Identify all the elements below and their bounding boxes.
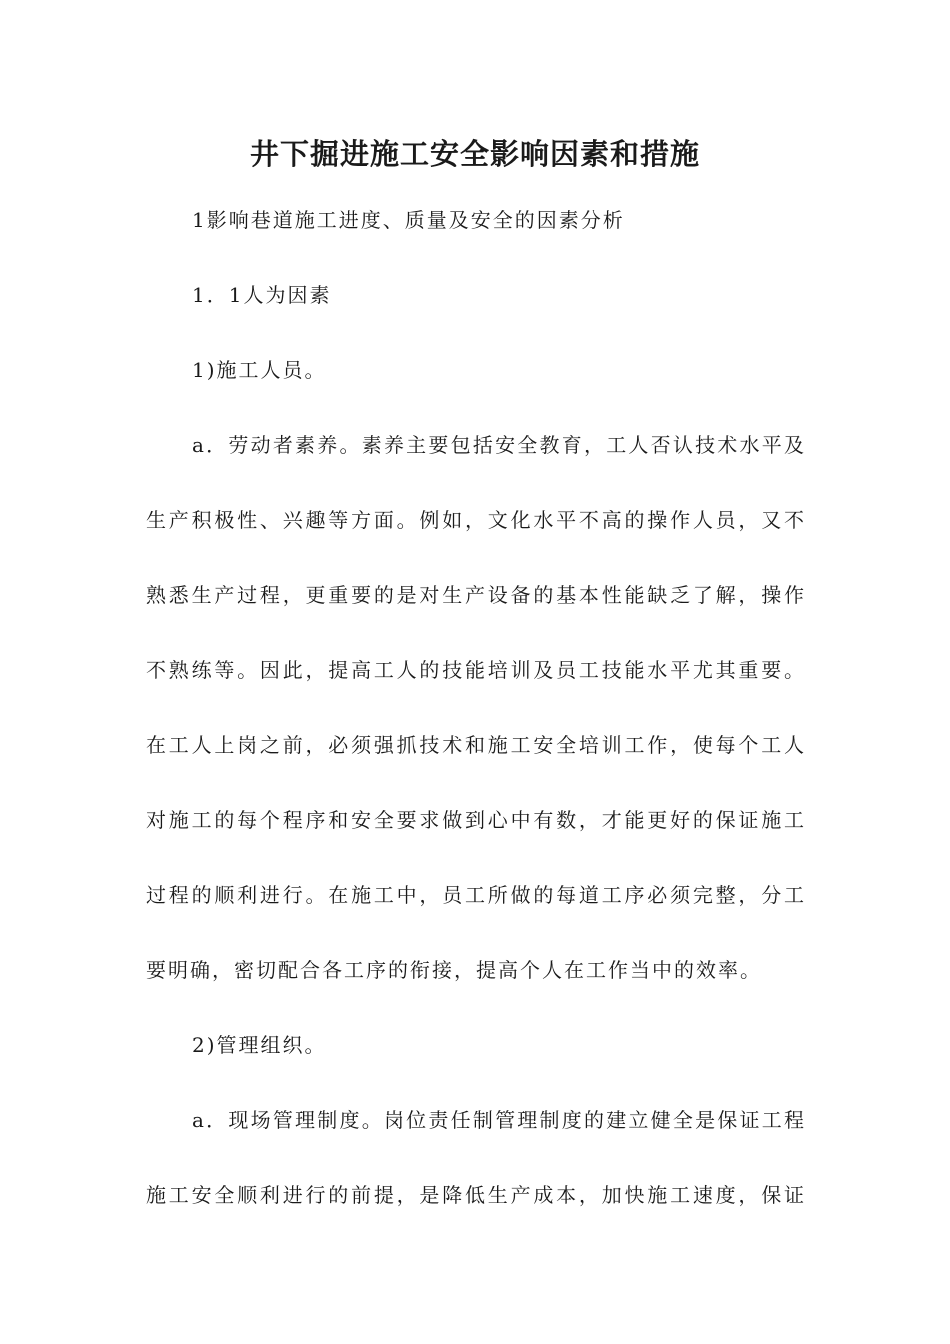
subsection-heading: 1．1人为因素 [192,283,332,307]
paragraph-line: 生产积极性、兴趣等方面。例如，文化水平不高的操作人员，又不 [146,508,806,532]
paragraph-line: 施工安全顺利进行的前提，是降低生产成本，加快施工速度，保证 [146,1183,806,1207]
paragraph-line: a．劳动者素养。素养主要包括安全教育，工人否认技术水平及 [192,433,806,457]
document-title: 井下掘进施工安全影响因素和措施 [249,137,700,171]
paragraph-line: 过程的顺利进行。在施工中，员工所做的每道工序必须完整，分工 [146,883,806,907]
item-heading: 1)施工人员。 [192,358,327,382]
document-body [146,194,806,1244]
paragraph-line: 熟悉生产过程，更重要的是对生产设备的基本性能缺乏了解，操作 [146,583,806,607]
section-heading: 1影响巷道施工进度、质量及安全的因素分析 [192,208,625,232]
paragraph-line: 要明确，密切配合各工序的衔接，提高个人在工作当中的效率。 [146,958,762,982]
paragraph-line: 在工人上岗之前，必须强抓技术和施工安全培训工作，使每个工人 [146,733,806,757]
paragraph-line: 不熟练等。因此，提高工人的技能培训及员工技能水平尤其重要。 [146,658,806,682]
paragraph-line: a．现场管理制度。岗位责任制管理制度的建立健全是保证工程 [192,1108,806,1132]
item-heading: 2)管理组织。 [192,1033,327,1057]
paragraph-line: 对施工的每个程序和安全要求做到心中有数，才能更好的保证施工 [146,808,806,832]
